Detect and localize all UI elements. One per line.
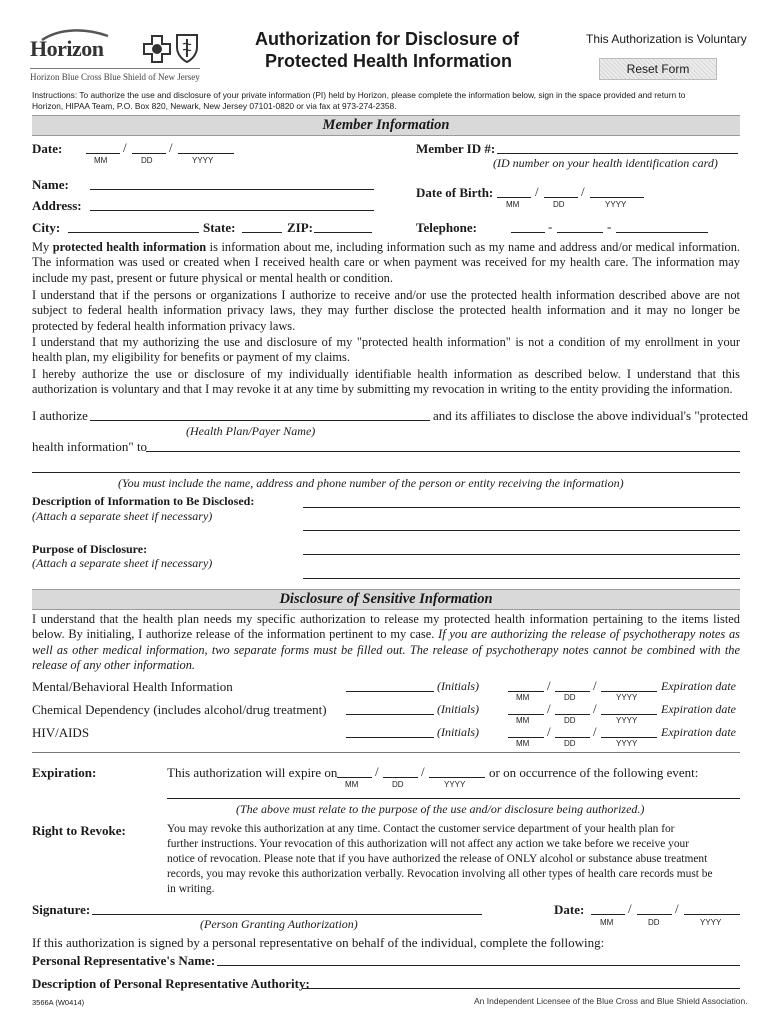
expire-slash: / xyxy=(375,764,379,779)
exp-dd-field[interactable] xyxy=(555,691,590,692)
dd-hint: DD xyxy=(564,716,576,725)
purpose-hint: (Attach a separate sheet if necessary) xyxy=(32,556,213,570)
sign-yyyy-hint: YYYY xyxy=(700,918,722,927)
date-mm-hint: MM xyxy=(94,156,108,165)
expire-yyyy-field[interactable] xyxy=(429,777,485,778)
signature-label: Signature: xyxy=(32,902,91,917)
date-mm-field[interactable] xyxy=(86,153,120,154)
sensitive-item-label: HIV/AIDS xyxy=(32,725,90,740)
health-plan-field[interactable] xyxy=(90,420,430,421)
telephone-dash: - xyxy=(548,219,553,234)
form-code: 3566A (W0414) xyxy=(32,998,85,1007)
sign-mm-hint: MM xyxy=(600,918,614,927)
date-slash: / xyxy=(123,140,127,155)
member-id-label: Member ID #: xyxy=(416,141,496,156)
exp-yyyy-field[interactable] xyxy=(601,714,657,715)
dob-mm-field[interactable] xyxy=(497,197,531,198)
rep-name-label: Personal Representative's Name: xyxy=(32,953,216,968)
expiration-date-label: Expiration date xyxy=(661,725,736,739)
affiliates-text: and its affiliates to disclose the above individual's "protected xyxy=(433,408,748,423)
dob-yyyy-field[interactable] xyxy=(590,197,644,198)
dd-hint: DD xyxy=(564,739,576,748)
name-label: Name: xyxy=(32,177,69,192)
exp-yyyy-field[interactable] xyxy=(601,691,657,692)
address-field[interactable] xyxy=(90,210,374,211)
member-info-header: Member Information xyxy=(32,115,740,136)
recipient-hint: (You must include the name, address and phone number of the person or entity receiving the information) xyxy=(118,476,624,490)
revoke-line: notice of revocation. Please note that if you have authorized the release of ONLY alcohol or substance abuse treatment xyxy=(167,853,708,865)
mm-hint: MM xyxy=(516,693,530,702)
licensee-notice: An Independent Licensee of the Blue Cross and Blue Shield Association. xyxy=(474,996,748,1006)
authorize-label: I authorize xyxy=(32,408,88,423)
sign-mm-field[interactable] xyxy=(591,914,625,915)
dob-mm-hint: MM xyxy=(506,200,520,209)
sign-slash: / xyxy=(628,901,632,916)
sensitive-item-label: Chemical Dependency (includes alcohol/drug treatment) xyxy=(32,702,327,717)
exp-slash: / xyxy=(547,678,551,693)
description-field-1[interactable] xyxy=(303,507,740,508)
revoke-line: records, you may revoke this authorization verbally. Revocation involving all other types of health care records must be xyxy=(167,868,713,880)
sensitive-intro-paragraph xyxy=(32,612,740,673)
reset-form-button[interactable]: Reset Form xyxy=(599,58,717,80)
logo-divider xyxy=(30,68,200,69)
expire-dd-field[interactable] xyxy=(383,777,418,778)
date-slash: / xyxy=(169,140,173,155)
sensitive-item-label: Mental/Behavioral Health Information xyxy=(32,679,233,694)
phi-term: protected health information xyxy=(52,240,207,254)
expiration-hint: (The above must relate to the purpose of the use and/or disclosure being authorized.) xyxy=(236,802,645,816)
expiration-text: This authorization will expire on xyxy=(167,765,338,780)
date-label: Date: xyxy=(32,141,63,156)
sign-dd-hint: DD xyxy=(648,918,660,927)
exp-slash: / xyxy=(593,724,597,739)
expiration-date-label: Expiration date xyxy=(661,702,736,716)
date-dd-hint: DD xyxy=(141,156,153,165)
phi-pre: My xyxy=(32,240,53,254)
telephone-line-field[interactable] xyxy=(616,232,708,233)
exp-slash: / xyxy=(547,724,551,739)
section-divider xyxy=(32,752,740,753)
exp-slash: / xyxy=(593,678,597,693)
yyyy-hint: YYYY xyxy=(616,739,638,748)
form-title-line2: Protected Health Information xyxy=(265,51,513,71)
initials-field[interactable] xyxy=(346,714,434,715)
exp-mm-field[interactable] xyxy=(508,737,544,738)
zip-field[interactable] xyxy=(314,232,372,233)
instructions-line1: Instructions: To authorize the use and disclosure of your private information (PI) held by Horizon, please complete the information below, sign in the space provided and return to xyxy=(32,90,686,100)
expiration-event-field[interactable] xyxy=(167,798,740,799)
representative-intro: If this authorization is signed by a personal representative on behalf of the individual, complete the following: xyxy=(32,935,605,950)
expire-mm-field[interactable] xyxy=(337,777,372,778)
dob-dd-hint: DD xyxy=(553,200,565,209)
exp-dd-field[interactable] xyxy=(555,714,590,715)
telephone-area-field[interactable] xyxy=(511,232,545,233)
sign-slash: / xyxy=(675,901,679,916)
dob-slash: / xyxy=(535,184,539,199)
initials-hint: (Initials) xyxy=(437,725,479,739)
authorization-paragraph: I hereby authorize the use or disclosure of my individually identifiable health information as described below. I understand that this authorization is voluntary and that I may revoke it at any time by submitting my revocation in writing to the entity providing the information. xyxy=(32,367,740,397)
horizon-logo-text: Horizon xyxy=(30,36,104,61)
phi-to-label: health information" to xyxy=(32,439,148,454)
company-name: Horizon Blue Cross Blue Shield of New Jersey xyxy=(30,72,200,82)
city-field[interactable] xyxy=(68,232,199,233)
signature-field[interactable] xyxy=(92,914,482,915)
telephone-dash: - xyxy=(607,219,612,234)
purpose-field-2[interactable] xyxy=(303,578,740,579)
mm-hint: MM xyxy=(516,716,530,725)
recipient-field-2[interactable] xyxy=(32,472,740,473)
initials-hint: (Initials) xyxy=(437,679,479,693)
revoke-line: in writing. xyxy=(167,883,215,895)
initials-hint: (Initials) xyxy=(437,702,479,716)
date-yyyy-field[interactable] xyxy=(178,153,234,154)
purpose-label: Purpose of Disclosure: xyxy=(32,542,148,556)
description-label: Description of Information to Be Disclosed: xyxy=(32,494,255,508)
sign-yyyy-field[interactable] xyxy=(684,914,740,915)
psychotherapy-notice: If you are authorizing the release of psychotherapy notes as well as other medical information, two separate forms must be filled out. The release of psychotherapy notes cannot be combined with the release of any other information. xyxy=(32,627,741,672)
form-title-line1: Authorization for Disclosure of xyxy=(255,29,520,49)
exp-slash: / xyxy=(593,701,597,716)
expire-slash: / xyxy=(421,764,425,779)
initials-field[interactable] xyxy=(346,691,434,692)
revoke-line: further instructions. Your revocation of this authorization will not affect any action we take before we receive your xyxy=(167,838,690,850)
dob-label: Date of Birth: xyxy=(416,185,494,200)
initials-field[interactable] xyxy=(346,737,434,738)
address-label: Address: xyxy=(32,198,82,213)
telephone-prefix-field[interactable] xyxy=(557,232,603,233)
expire-dd-hint: DD xyxy=(392,780,404,789)
expiration-event-text: or on occurrence of the following event: xyxy=(489,765,699,780)
instructions-line2: Horizon, HIPAA Team, P.O. Box 820, Newark, New Jersey 07101-0820 or via fax at 973-274-2358. xyxy=(32,101,397,111)
expire-mm-hint: MM xyxy=(345,780,359,789)
exp-dd-field[interactable] xyxy=(555,737,590,738)
city-label: City: xyxy=(32,220,61,235)
telephone-label: Telephone: xyxy=(416,220,477,235)
date-dd-field[interactable] xyxy=(132,153,166,154)
name-field[interactable] xyxy=(90,189,374,190)
expire-yyyy-hint: YYYY xyxy=(444,780,466,789)
zip-label: ZIP: xyxy=(287,220,313,235)
date-yyyy-hint: YYYY xyxy=(192,156,214,165)
purpose-field-1[interactable] xyxy=(303,554,740,555)
revoke-line: You may revoke this authorization at any time. Contact the customer service department of your health plan for xyxy=(167,823,675,835)
revoke-label: Right to Revoke: xyxy=(32,823,126,838)
rep-authority-field[interactable] xyxy=(302,988,740,989)
horizon-swoosh-icon xyxy=(40,28,110,42)
expiration-label: Expiration: xyxy=(32,765,97,780)
blue-cross-icon xyxy=(142,34,172,64)
dob-dd-field[interactable] xyxy=(544,197,578,198)
signature-hint: (Person Granting Authorization) xyxy=(200,917,358,931)
member-id-field[interactable] xyxy=(497,153,738,154)
exp-slash: / xyxy=(547,701,551,716)
yyyy-hint: YYYY xyxy=(616,693,638,702)
health-plan-hint: (Health Plan/Payer Name) xyxy=(186,424,316,438)
expiration-date-label: Expiration date xyxy=(661,679,736,693)
blue-shield-icon xyxy=(174,32,200,64)
phi-definition-paragraph xyxy=(32,240,740,286)
privacy-law-paragraph: I understand that if the persons or organizations I authorize to receive and/or use the protected health information described above are not subject to federal health information privacy laws, they may further disclose the protected health information and it may no longer be protected by federal health information privacy laws. xyxy=(32,288,740,333)
sensitive-info-header: Disclosure of Sensitive Information xyxy=(32,589,740,610)
member-id-hint: (ID number on your health identification card) xyxy=(493,156,718,170)
state-label: State: xyxy=(203,220,236,235)
sensitive-intro: I understand that the health plan needs my specific authorization to release my protected health information pertaining to the items listed below. By initialing, I authorize release of the information pertinent to my case. xyxy=(32,612,740,642)
sign-dd-field[interactable] xyxy=(637,914,672,915)
dd-hint: DD xyxy=(564,693,576,702)
state-field[interactable] xyxy=(242,232,282,233)
voluntary-notice: This Authorization is Voluntary xyxy=(586,32,747,46)
rep-name-field[interactable] xyxy=(217,965,740,966)
dob-yyyy-hint: YYYY xyxy=(605,200,627,209)
mm-hint: MM xyxy=(516,739,530,748)
signature-date-label: Date: xyxy=(554,902,585,917)
rep-authority-label: Description of Personal Representative Authority: xyxy=(32,976,310,991)
exp-yyyy-field[interactable] xyxy=(601,737,657,738)
description-field-2[interactable] xyxy=(303,530,740,531)
exp-mm-field[interactable] xyxy=(508,714,544,715)
recipient-field-1[interactable] xyxy=(146,451,740,452)
enrollment-paragraph: I understand that my authorizing the use and disclosure of my "protected health information" is not a condition of my enrollment in your health plan, my eligibility for benefits or payment of my claims. xyxy=(32,335,740,365)
phi-post: is information about me, including information such as my name and address and/or medical information. The information was used or created when I received health care or when payment was received for my health care. The information may include my past, present or future physical or mental health or condition. xyxy=(32,240,740,285)
yyyy-hint: YYYY xyxy=(616,716,638,725)
exp-mm-field[interactable] xyxy=(508,691,544,692)
description-hint: (Attach a separate sheet if necessary) xyxy=(32,509,213,523)
dob-slash: / xyxy=(581,184,585,199)
